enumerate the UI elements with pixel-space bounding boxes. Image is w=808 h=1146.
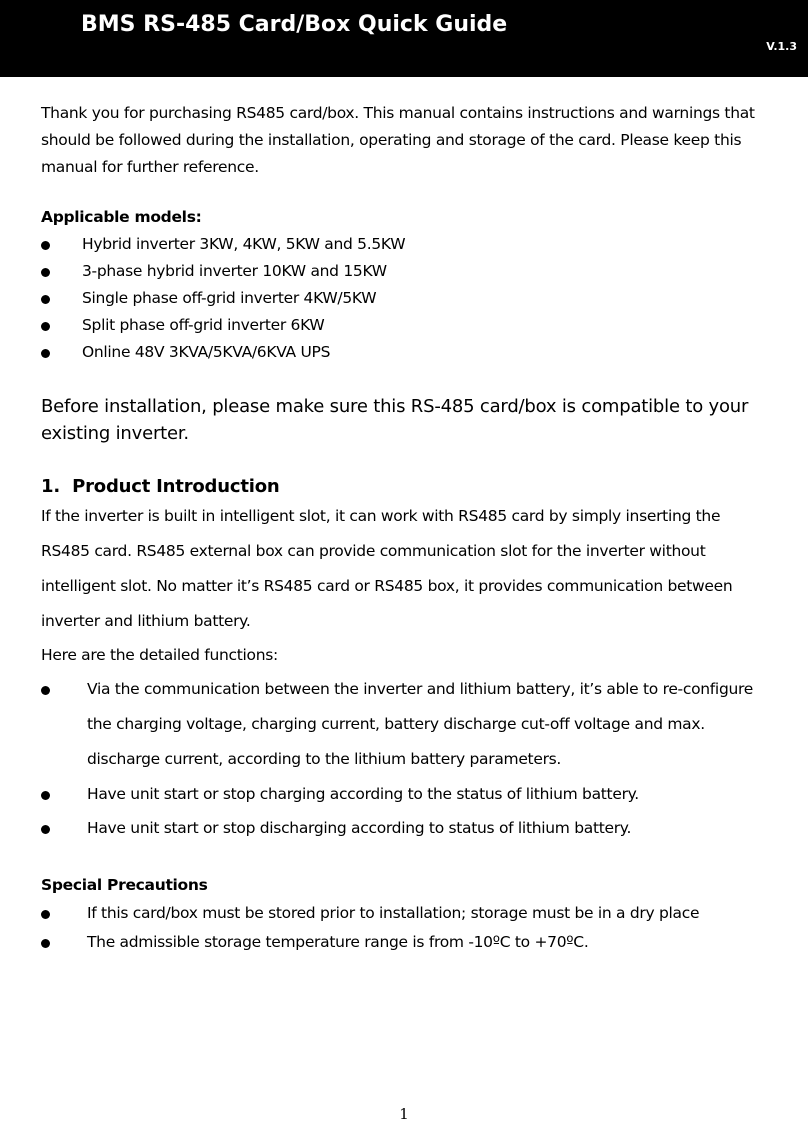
bullet-icon	[41, 939, 50, 948]
list-item: The admissible storage temperature range is from -10ºC to +70ºC.	[87, 933, 589, 951]
bullet-icon	[41, 910, 50, 919]
notice-line: Before installation, please make sure this RS-485 card/box is compatible to your	[41, 396, 749, 417]
list-item: 3-phase hybrid inverter 10KW and 15KW	[82, 262, 387, 280]
page-number: 1	[399, 1105, 409, 1123]
notice-line: existing inverter.	[41, 423, 189, 444]
functions-lead: Here are the detailed functions:	[41, 646, 278, 664]
section-title-product-introduction	[41, 476, 279, 497]
list-item-continuation: the charging voltage, charging current, battery discharge cut-off voltage and max.	[87, 715, 705, 733]
applicable-models-heading: Applicable models:	[41, 208, 202, 226]
list-item: Have unit start or stop discharging according to status of lithium battery.	[87, 819, 632, 837]
paragraph-line: RS485 card. RS485 external box can provide communication slot for the inverter without	[41, 542, 706, 560]
bullet-icon	[41, 791, 50, 800]
intro-line: Thank you for purchasing RS485 card/box. This manual contains instructions and warnings that	[41, 104, 755, 122]
bullet-icon	[41, 322, 50, 331]
section-title: Product Introduction	[72, 476, 280, 497]
list-item: Split phase off-grid inverter 6KW	[82, 316, 325, 334]
list-item-continuation: discharge current, according to the lithium battery parameters.	[87, 750, 562, 768]
list-item: Single phase off-grid inverter 4KW/5KW	[82, 289, 377, 307]
intro-paragraph	[41, 100, 781, 181]
paragraph-line: If the inverter is built in intelligent slot, it can work with RS485 card by simply inserting the	[41, 507, 721, 525]
list-item: Have unit start or stop charging according to the status of lithium battery.	[87, 785, 639, 803]
bullet-icon	[41, 268, 50, 277]
paragraph-line: inverter and lithium battery.	[41, 612, 251, 630]
bullet-icon	[41, 349, 50, 358]
paragraph-line: intelligent slot. No matter it’s RS485 card or RS485 box, it provides communication between	[41, 577, 733, 595]
page-header	[0, 0, 808, 77]
version-label: V.1.3	[766, 40, 797, 53]
list-item: Online 48V 3KVA/5KVA/6KVA UPS	[82, 343, 331, 361]
list-item: Hybrid inverter 3KW, 4KW, 5KW and 5.5KW	[82, 235, 406, 253]
list-item: If this card/box must be stored prior to installation; storage must be in a dry place	[87, 904, 700, 922]
intro-line: manual for further reference.	[41, 158, 259, 176]
section-number: 1.	[41, 476, 60, 497]
bullet-icon	[41, 825, 50, 834]
bullet-icon	[41, 241, 50, 250]
bullet-icon	[41, 686, 50, 695]
list-item: Via the communication between the inverter and lithium battery, it’s able to re-configure	[87, 680, 753, 698]
special-precautions-heading: Special Precautions	[41, 876, 208, 894]
intro-line: should be followed during the installation, operating and storage of the card. Please keep this	[41, 131, 742, 149]
bullet-icon	[41, 295, 50, 304]
document-title: BMS RS-485 Card/Box Quick Guide	[81, 12, 508, 37]
